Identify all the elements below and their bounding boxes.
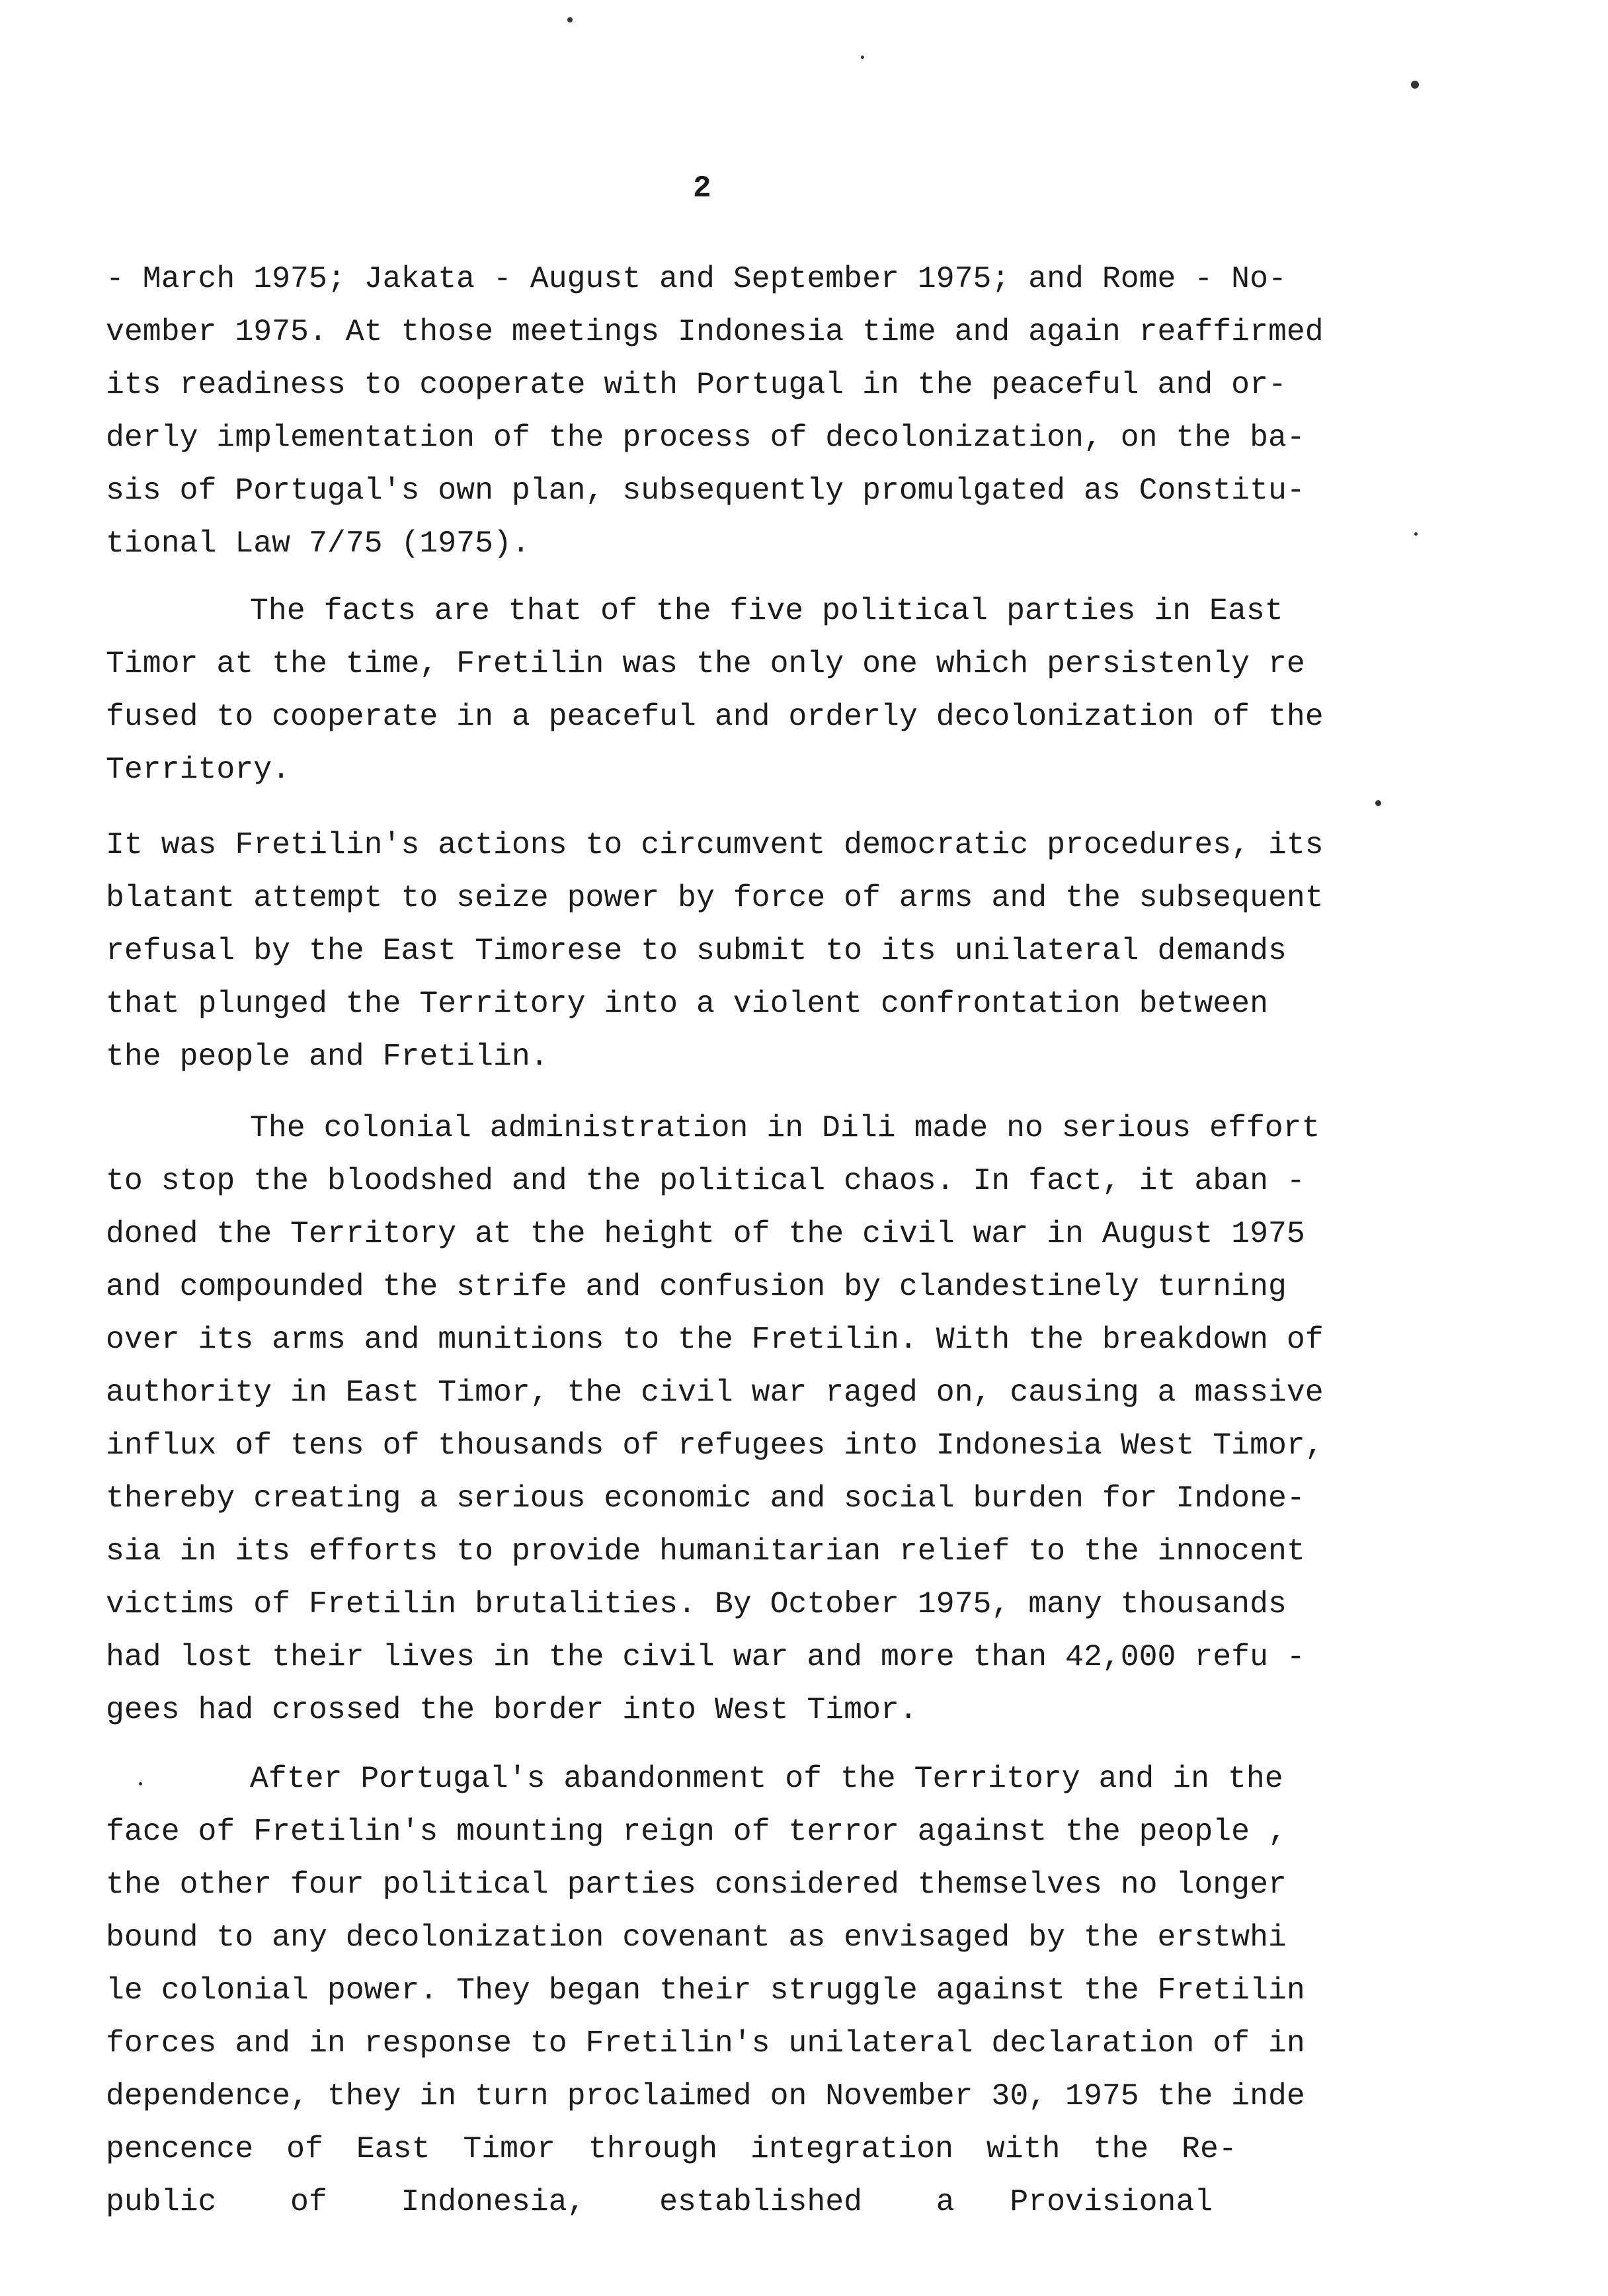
text-line: After Portugal's abandonment of the Territory and in the xyxy=(250,1761,1283,1796)
text-line: to stop the bloodshed and the political chaos. In fact, it aban - xyxy=(106,1163,1305,1198)
scan-speck xyxy=(567,17,573,22)
text-line: vember 1975. At those meetings Indonesia time and again reaffirmed xyxy=(106,314,1324,349)
text-line: that plunged the Territory into a violent confrontation between xyxy=(106,986,1268,1021)
text-line: Territory. xyxy=(106,752,291,787)
paragraph-4 xyxy=(106,1102,1324,1737)
text-line: bound to any decolonization covenant as envisaged by the erstwhi xyxy=(106,1920,1287,1955)
text-line: sis of Portugal's own plan, subsequently promulgated as Constitu- xyxy=(106,473,1305,508)
text-line: le colonial power. They began their struggle against the Fretilin xyxy=(106,1973,1305,2008)
text-line: sia in its efforts to provide humanitarian relief to the innocent xyxy=(106,1534,1305,1569)
text-line: It was Fretilin's actions to circumvent democratic procedures, its xyxy=(106,827,1324,862)
text-line: tional Law 7/75 (1975). xyxy=(106,526,530,561)
text-line: - March 1975; Jakata - August and September 1975; and Rome - No- xyxy=(106,261,1287,296)
text-line: The facts are that of the five political parties in East xyxy=(250,593,1283,628)
text-line: blatant attempt to seize power by force of arms and the subsequent xyxy=(106,880,1324,915)
text-line: authority in East Timor, the civil war raged on, causing a massive xyxy=(106,1375,1324,1410)
paragraph-3 xyxy=(106,819,1324,1083)
text-line: gees had crossed the border into West Timor. xyxy=(106,1692,918,1727)
text-line: pencence of East Timor through integration with the Re- xyxy=(106,2131,1237,2166)
text-line: its readiness to cooperate with Portugal in the peaceful and or- xyxy=(106,367,1287,402)
text-line: refusal by the East Timorese to submit to its unilateral demands xyxy=(106,933,1287,968)
scan-speck xyxy=(1375,800,1381,806)
text-line: Timor at the time, Fretilin was the only one which persistenly re xyxy=(106,646,1305,681)
text-line: the other four political parties considered themselves no longer xyxy=(106,1867,1287,1902)
text-line: thereby creating a serious economic and social burden for Indone- xyxy=(106,1481,1305,1516)
text-line: forces and in response to Fretilin's unilateral declaration of in xyxy=(106,2026,1305,2061)
text-line: influx of tens of thousands of refugees into Indonesia West Timor, xyxy=(106,1428,1324,1463)
text-line: the people and Fretilin. xyxy=(106,1039,549,1074)
text-line: face of Fretilin's mounting reign of terror against the people , xyxy=(106,1814,1287,1849)
paragraph-2 xyxy=(106,585,1324,796)
page-number: 2 xyxy=(693,171,711,206)
text-line: had lost their lives in the civil war and more than 42,000 refu - xyxy=(106,1639,1305,1674)
text-line: public of Indonesia, established a Provisional xyxy=(106,2184,1213,2219)
scan-speck xyxy=(861,56,864,59)
paragraph-5 xyxy=(106,1752,1305,2229)
text-line: over its arms and munitions to the Fretilin. With the breakdown of xyxy=(106,1322,1324,1357)
text-line: victims of Fretilin brutalities. By October 1975, many thousands xyxy=(106,1586,1287,1621)
paragraph-1 xyxy=(106,253,1324,570)
text-line: dependence, they in turn proclaimed on November 30, 1975 the inde xyxy=(106,2078,1305,2113)
scan-speck xyxy=(1411,81,1419,89)
scan-speck xyxy=(1414,532,1418,536)
text-line: derly implementation of the process of decolonization, on the ba- xyxy=(106,420,1305,455)
text-line: The colonial administration in Dili made no serious effort xyxy=(250,1110,1320,1145)
text-line: fused to cooperate in a peaceful and orderly decolonization of the xyxy=(106,699,1324,734)
text-line: doned the Territory at the height of the civil war in August 1975 xyxy=(106,1216,1305,1251)
text-line: and compounded the strife and confusion by clandestinely turning xyxy=(106,1269,1287,1304)
